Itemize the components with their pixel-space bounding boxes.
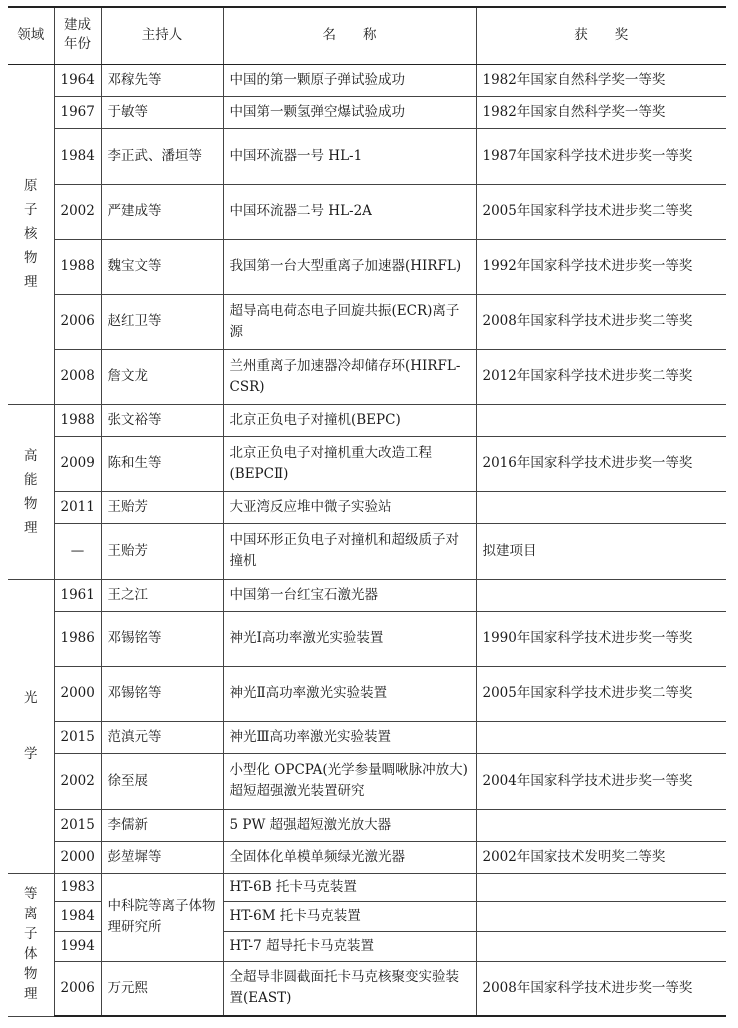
table-row [8, 611, 726, 666]
host-cell: 赵红卫等 [101, 294, 223, 349]
year-cell: 2015 [54, 721, 101, 753]
host-cell: 王贻芳 [101, 523, 223, 579]
award-cell: 1982年国家自然科学奖一等奖 [476, 96, 726, 128]
table-row [8, 184, 726, 239]
award-cell [476, 404, 726, 436]
host-cell: 詹文龙 [101, 349, 223, 404]
year-cell: 1961 [54, 579, 101, 611]
header-row [8, 7, 726, 64]
host-cell: 严建成等 [101, 184, 223, 239]
name-cell: 中国环流器一号 HL-1 [223, 128, 476, 184]
table-row [8, 841, 726, 873]
award-cell: 2008年国家科学技术进步奖二等奖 [476, 294, 726, 349]
host-cell: 王之江 [101, 579, 223, 611]
year-cell: 2006 [54, 294, 101, 349]
table-row [8, 239, 726, 294]
name-cell: 5 PW 超强超短激光放大器 [223, 809, 476, 841]
host-cell: 邓锡铭等 [101, 611, 223, 666]
year-cell: 1988 [54, 239, 101, 294]
name-cell: 神光Ⅰ高功率激光实验装置 [223, 611, 476, 666]
host-cell: 万元熙 [101, 961, 223, 1016]
name-cell: 中国第一颗氢弹空爆试验成功 [223, 96, 476, 128]
year-cell: 1984 [54, 128, 101, 184]
header-award: 获 奖 [476, 7, 726, 64]
name-cell: 小型化 OPCPA(光学参量啁啾脉冲放大)超短超强激光装置研究 [223, 753, 476, 809]
year-cell: 1964 [54, 64, 101, 96]
name-cell: 神光Ⅲ高功率激光实验装置 [223, 721, 476, 753]
award-cell: 2005年国家科学技术进步奖二等奖 [476, 184, 726, 239]
table-row [8, 666, 726, 721]
host-cell: 邓稼先等 [101, 64, 223, 96]
year-cell: 2002 [54, 753, 101, 809]
table-row [8, 809, 726, 841]
year-cell: 1994 [54, 931, 101, 961]
table-row [8, 523, 726, 579]
header-host: 主持人 [101, 7, 223, 64]
award-cell [476, 721, 726, 753]
table-row [8, 436, 726, 491]
header-domain: 领域 [8, 7, 54, 64]
name-cell: 兰州重离子加速器冷却储存环(HIRFL-CSR) [223, 349, 476, 404]
award-cell [476, 809, 726, 841]
table-row [8, 491, 726, 523]
award-cell [476, 901, 726, 931]
year-cell: 1983 [54, 873, 101, 901]
name-cell: HT-6M 托卡马克装置 [223, 901, 476, 931]
year-cell: 2002 [54, 184, 101, 239]
table-row [8, 294, 726, 349]
host-cell: 邓锡铭等 [101, 666, 223, 721]
host-cell: 张文裕等 [101, 404, 223, 436]
year-cell: 1967 [54, 96, 101, 128]
year-cell: 2015 [54, 809, 101, 841]
award-cell: 1987年国家科学技术进步奖一等奖 [476, 128, 726, 184]
header-name: 名 称 [223, 7, 476, 64]
award-cell: 2016年国家科学技术进步奖一等奖 [476, 436, 726, 491]
name-cell: 全超导非圆截面托卡马克核聚变实验装置(EAST) [223, 961, 476, 1016]
award-cell: 1990年国家科学技术进步奖一等奖 [476, 611, 726, 666]
year-cell: 2000 [54, 666, 101, 721]
host-cell: 范滇元等 [101, 721, 223, 753]
host-cell: 王贻芳 [101, 491, 223, 523]
table-row [8, 721, 726, 753]
award-cell: 1992年国家科学技术进步奖一等奖 [476, 239, 726, 294]
host-cell: 徐至展 [101, 753, 223, 809]
name-cell: 全固体化单模单频绿光激光器 [223, 841, 476, 873]
domain-cell: 光学 [8, 579, 54, 873]
name-cell: 北京正负电子对撞机(BEPC) [223, 404, 476, 436]
name-cell: 神光Ⅱ高功率激光实验装置 [223, 666, 476, 721]
award-cell [476, 931, 726, 961]
domain-cell: 原子核物理 [8, 64, 54, 404]
name-cell: 中国的第一颗原子弹试验成功 [223, 64, 476, 96]
award-cell: 2004年国家科学技术进步奖一等奖 [476, 753, 726, 809]
name-cell: 我国第一台大型重离子加速器(HIRFL) [223, 239, 476, 294]
domain-cell: 等离子体物理 [8, 873, 54, 1016]
year-cell: 1988 [54, 404, 101, 436]
award-cell: 2005年国家科学技术进步奖二等奖 [476, 666, 726, 721]
award-cell: 1982年国家自然科学奖一等奖 [476, 64, 726, 96]
name-cell: 中国第一台红宝石激光器 [223, 579, 476, 611]
award-cell: 2012年国家科学技术进步奖二等奖 [476, 349, 726, 404]
table-row [8, 404, 726, 436]
table-row [8, 873, 726, 901]
year-cell: 1986 [54, 611, 101, 666]
host-cell: 于敏等 [101, 96, 223, 128]
year-cell: 2009 [54, 436, 101, 491]
year-cell: 1984 [54, 901, 101, 931]
table-row [8, 961, 726, 1016]
table-row [8, 753, 726, 809]
table-row [8, 579, 726, 611]
award-cell [476, 873, 726, 901]
facilities-table [8, 6, 726, 1017]
host-cell: 陈和生等 [101, 436, 223, 491]
name-cell: 中国环形正负电子对撞机和超级质子对撞机 [223, 523, 476, 579]
award-cell [476, 579, 726, 611]
award-cell: 2002年国家技术发明奖二等奖 [476, 841, 726, 873]
name-cell: 中国环流器二号 HL-2A [223, 184, 476, 239]
year-cell: 2006 [54, 961, 101, 1016]
award-cell: 拟建项目 [476, 523, 726, 579]
host-cell: 李正武、潘垣等 [101, 128, 223, 184]
name-cell: 大亚湾反应堆中微子实验站 [223, 491, 476, 523]
award-cell: 2008年国家科学技术进步奖一等奖 [476, 961, 726, 1016]
host-cell: 魏宝文等 [101, 239, 223, 294]
year-cell: 2011 [54, 491, 101, 523]
award-cell [476, 491, 726, 523]
table-row [8, 128, 726, 184]
year-cell: 2008 [54, 349, 101, 404]
name-cell: 北京正负电子对撞机重大改造工程(BEPCⅡ) [223, 436, 476, 491]
year-cell: 2000 [54, 841, 101, 873]
table-row [8, 349, 726, 404]
host-cell: 彭堃墀等 [101, 841, 223, 873]
name-cell: 超导高电荷态电子回旋共振(ECR)离子源 [223, 294, 476, 349]
year-cell: — [54, 523, 101, 579]
header-year: 建成年份 [54, 7, 101, 64]
name-cell: HT-6B 托卡马克装置 [223, 873, 476, 901]
table-row [8, 64, 726, 96]
host-cell: 中科院等离子体物理研究所 [101, 873, 223, 961]
host-cell: 李儒新 [101, 809, 223, 841]
table-row [8, 96, 726, 128]
domain-cell: 高能物理 [8, 404, 54, 579]
name-cell: HT-7 超导托卡马克装置 [223, 931, 476, 961]
